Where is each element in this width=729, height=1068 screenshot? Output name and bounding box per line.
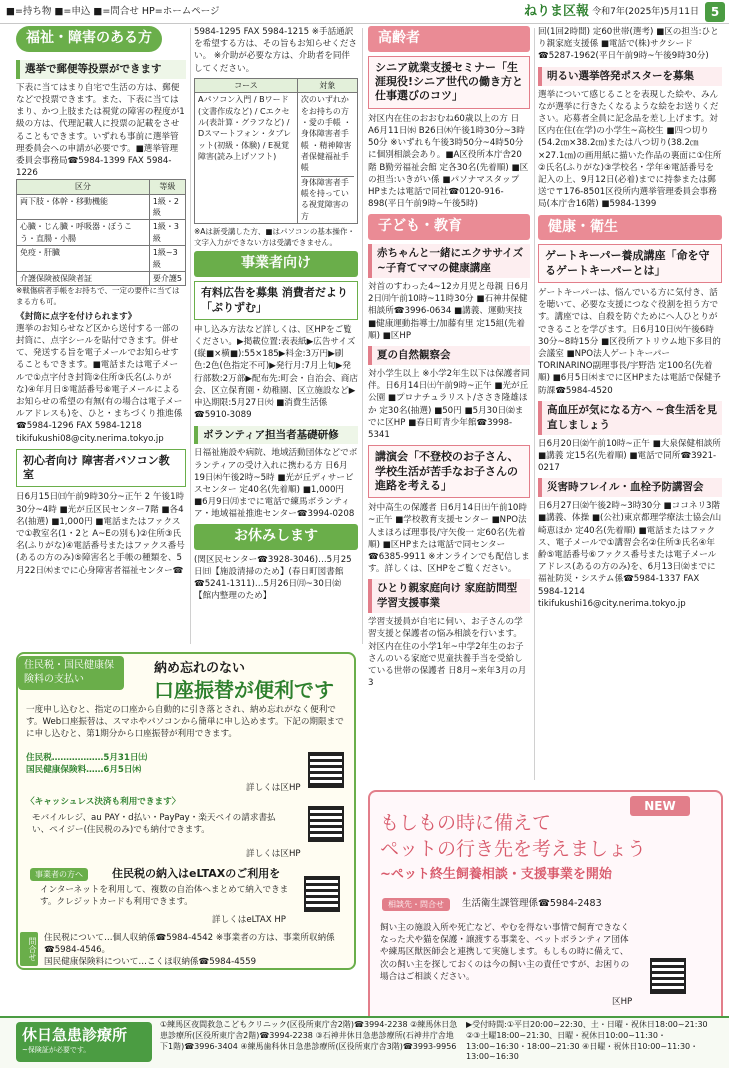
study-support-body: 学習支援員が自宅に伺い、お子さんの学習支援と保護者の悩み相談を行います。対区内在住の小学1年~中学2年生のお子さんのいる家庭で児童扶養手当を受給している世帯の保護者 日8月~来年3月の月3 xyxy=(368,617,527,689)
gatekeeper-body: ゲートキーパーは、悩んでいる方に気付き、話を聴いて、必要な支援につなぐ役割を担う方です。講座では、自殺を防ぐためにへ人ひとりができることを学びます。日6月10日㈫午後6時30分~8時15分 ■区役所アトリウム地下多目的会議室 ■NPO法人ゲートキーパーTORINARINO副理事長/宇野浩 定100名(先着順) ■6月5日㈭までに区HPまたは電話で保健予防課☎5984-4520 xyxy=(538,288,721,396)
ad-body: 申し込み方法など詳しくは、区HPをご覧ください。▶掲載位置:表表紙▶広告サイズ(縦■×横■):55×185▶料金:3万円▶刷色:2色(色指定不可)▶発行月:7月上旬▶発行部数:2万部▶配布先:町会・自治会、商店会、区立保育園・幼稚園、区立施設など▶申込期限:5月27日㈫ ■消費生活係☎5910-3089 xyxy=(194,324,358,421)
column-senior-kids xyxy=(368,26,530,786)
poster-title: 明るい選挙啓発ポスターを募集 xyxy=(538,67,722,86)
inquiry-label: 問合せ xyxy=(20,932,38,966)
pet-body: 飼い主の施設入所や死亡など、やむを得ない事情で飼育できなくなった犬や猫を保護・譲渡する事業を、ペットボランティア団体や練馬区獣医師会と連携して実施します。もしもの時に備えて、次の飼い主を探しておくのは今の飼い主の責任ですが、お困りの場合はご相談ください。 xyxy=(380,923,630,982)
lecture-body: 対中高生の保護者 日6月14日㈯午前10時~正午 ■学校教育支援センター ■NPO法人まほろば理事長/守矢俊一 定60名(先着順) ■区HPまたは電話で同センター☎6385-9911 ※オンラインでも配信します。詳しくは、区HPをご覧ください。 xyxy=(368,503,530,575)
poster-body: 選挙について感じることを表現した絵や、みんなが選挙に行きたくなるような絵をお送りください。応募者全員に記念品を差し上げます。対区内在住(在学)の小学生~高校生 ■四つ切り(54.2㎝×38.2㎝)または八つ切り(38.2㎝×27.1㎝)の画用紙に描いた作品の裏面に①住所②氏名(ふりがな)③学校名・学年④電話番号を記入の上、9月12日(必着)までに持参または郵送で〒176-8501区役所内選挙管理委員会事務局(本庁舎16階) ■5984-1399 xyxy=(538,89,722,210)
section-health: 健康・衛生 xyxy=(538,215,722,241)
section-senior: 高齢者 xyxy=(368,26,530,52)
frailty-title: 災害時フレイル・血栓予防講習会 xyxy=(538,478,722,497)
senior-seminar-title: シニア就業支援セミナー「生涯現役!シニア世代の働き方と仕事選びのコツ」 xyxy=(368,56,530,109)
legend: ■=持ち物 ■=申込 ■=問合せ HP=ホームページ xyxy=(6,6,220,17)
paper-title: ねりま区報 xyxy=(523,4,589,19)
pet-headline-1: もしもの時に備えて xyxy=(380,812,552,834)
nature-body: 対小学生以上 ※小学2年生以下は保護者同伴。日6月14日㈯午前9時~正午 ■光が丘公園 ■プロナチュラリスト/ささき隆雄ほか 定30名(抽選) ■50円 ■5月30日㈮までに区HP ■春日町青少年館☎3998-5341 xyxy=(368,369,530,441)
table-row: 介護保険被保険者証 要介護5 xyxy=(17,271,186,285)
tax-badge: 住民税・国民健康保険料の支払い xyxy=(18,656,124,690)
blood-pressure-body: 日6月20日㈮午前10時~正午 ■大泉保健相談所 ■講義 定15名(先着順) ■電話で同所☎3921-0217 xyxy=(538,438,721,474)
nature-title: 夏の自然観察会 xyxy=(368,346,530,365)
volunteer-title: ボランティア担当者基礎研修 xyxy=(194,426,358,445)
tax-headline-2: 口座振替が便利です xyxy=(154,678,334,702)
pc-class-contact: 5984-1295 FAX 5984-1215 ※手話通訳を希望する方は、その旨もお知らせください。 ※介助が必要な方は、介助者を同伴してください。 xyxy=(194,27,358,74)
tax-body: 一度申し込むと、指定の口座から自動的に引き落とされ、納め忘れがなく便利です。Web口座振替は、スマホやパソコンから簡単に申し込めます。下記の期限までに申し込むと、第1期分から口座振替が利用できます。 xyxy=(26,705,344,740)
table-row: 両下肢・体幹・移動機能 1級・2級 xyxy=(17,194,186,220)
vote-body: 下表に当てはまり自宅で生活の方は、郵便などで投票できます。また、下表に当てはまり、かつ上肢または視覚の障害の程度が1級の方は、代理記載人に投票の記載をさせることもできます。いずれも事前に選挙管理委員会への申請が必要です。■選挙管理委員会事務局☎5984-1399 FAX 5984-1226 xyxy=(16,82,185,179)
exercise-title: 赤ちゃんと一緒にエクササイズ ~子育てママの健康講座 xyxy=(368,244,530,278)
new-badge: NEW xyxy=(630,796,690,816)
closed-body: (関区民センター☎3928-3046)…5月25日㈰【施設清掃のため】(春日町図書館☎5241-1311)…5月26日㈪~30日㈮【館内整理のため】 xyxy=(194,554,352,602)
page-header xyxy=(0,0,729,24)
etax-hp-link[interactable]: 詳しくはeLTAX HP xyxy=(212,915,286,925)
lecture-title: 講演会「不登校のお子さん、学校生活が苦手なお子さんの進路を考える」 xyxy=(368,445,530,498)
pc-class-title: 初心者向け 障害者パソコン教室 xyxy=(16,449,186,488)
qr-code xyxy=(308,806,344,842)
clinic-hours: ▶受付時間:①平日20:00~22:30、土・日曜・祝休日18:00~21:30 ②③土曜18:00~21:30、日曜・祝休日10:00~11:30・13:00~16:30・18:00~21:30 ④日曜・祝休日10:00~11:30・13:00~16:30 xyxy=(466,1020,708,1062)
course-note: ※Aは新受講した方、■はパソコンの基本操作・文字入力ができない方は受講できません。 xyxy=(194,227,355,247)
vote-table: 区分 等級 両下肢・体幹・移動機能 1級・2級 心臓・じん臓・呼吸器・ぼうこう・直腸・小腸 1級・3級 免疫・肝臓 1級~3級 介護保険被保険者証 要介護5 xyxy=(16,179,186,286)
issue-date: 令和7年(2025年)5月11日 xyxy=(592,7,699,17)
qr-code xyxy=(650,958,686,994)
cashless-title: 〈キャッシュレス決済も利用できます〉 xyxy=(26,797,181,807)
study-support-contact: 回(1回2時間) 定60世帯(選考) ■区の担当:ひとり親家庭支援係 ■電話で(株)サクシード☎5287-1962(平日午前9時~午後9時30分) xyxy=(538,27,719,62)
senior-seminar-body: 対区内在住のおおむね60歳以上の方 日A6月11日㈬ B26日㈭午後1時30分~3時50分 ※いずれも午後3時50分~4時50分に個別相談会あり。■A区役所本庁舎20階 B勤労福祉会館 定各30名(先着順) ■区の担当:いきがい係 ■パソナマスタップHPまたは電話で同社☎0120-916-898(平日午前9時~午後5時) xyxy=(368,113,529,210)
study-support-title: ひとり親家庭向け 家庭訪問型学習支援事業 xyxy=(368,579,530,613)
deadline-health-insurance: 国民健康保険料……6月5日㈭ xyxy=(26,765,142,776)
holiday-note: ~保険証が必要です。 xyxy=(22,1046,91,1055)
braille-title: 《封筒に点字を付けられます》 xyxy=(16,311,137,322)
column-welfare xyxy=(16,26,186,650)
inquiry-2: 国民健康保険料について…こくほ収納係☎5984-4559 xyxy=(44,957,257,967)
table-row: Aパソコン入門 / Bワード(文書作成など) / Cエクセル(表計算・グラフなど) / Dスマートフォン・タブレット(初級・体験) / E視覚障害(読み上げソフト) 次のいずれかをお持ちの方 ・愛の手帳 ・身体障害者手帳 ・精神障害者保健福祉手帳 身体障害者手帳を持っている視覚障害の方 xyxy=(195,93,358,224)
tax-headline-1: 納め忘れのない xyxy=(154,661,246,676)
tax-deadlines xyxy=(26,752,226,776)
deadline-resident-tax: 住民税………………5月31日㈯ xyxy=(26,753,148,763)
exercise-body: 対首のすわった4~12カ月児と母親 日6月2日㈪午前10時~11時30分 ■石神井保健相談所☎3996-0634 ■講義、運動実技 ■健康運動指導士/加藤有里 定15組(先着順) ■区HP xyxy=(368,282,529,341)
table-row: 免疫・肝臓 1級~3級 xyxy=(17,246,186,272)
holiday-clinic-title: 休日急患診療所 ~保険証が必要です。 xyxy=(16,1022,152,1062)
pet-headline-2: ペットの行き先を考えましょう xyxy=(380,838,647,860)
volunteer-body: 日福祉施設や病院、地域活動団体などでボランティアの受け入れに携わる方 日6月19日㈭午後2時~5時 ■光が丘ディサービスセンター 定40名(先着順) ■1,000円 ■6月9日㈪までに電話で練馬ボランティア・地域福祉推進センター☎3994-0208 xyxy=(194,448,358,520)
column-health xyxy=(538,26,722,786)
page-number: 5 xyxy=(705,2,725,22)
blood-pressure-title: 高血圧が気になる方へ ~食生活を見直しましょう xyxy=(538,401,722,435)
table-note: ※戦傷病者手帳をお持ちで、一定の要件に当てはまる方も可。 xyxy=(16,286,180,306)
etax-badge: 事業者の方へ xyxy=(30,868,88,881)
frailty-body: 日6月27日㈮午後2時~3時30分 ■ココネリ3階 ■講義、体操 ■(公社)東京都理学療法士協会/山崎恵ほか 定40名(先着順) ■電話またはファクス、電子メールで①講習会名②住所③氏名④年齢⑤電話番号⑥ファクス番号または電子メールアドレス(あるの方のみ)を、6月13日㈮までに福祉防災・システム係☎5984-1337 FAX 5984-1214 tikifukushi16@city.nerima.tokyo.jp xyxy=(538,501,722,609)
section-welfare: 福祉・障害のある方 xyxy=(16,26,162,52)
course-table: コース 対象 Aパソコン入門 / Bワード(文書作成など) / Cエクセル(表計算・グラフなど) / Dスマートフォン・タブレット(初級・体験) / E視覚障害(読み上げソフト) 次のいずれかをお持ちの方 ・愛の手帳 ・身体障害者手帳 ・精神障害者保健福祉手帳 身体障害者手帳を持っている視覚障害の方 xyxy=(194,78,358,224)
pet-subtitle: ~ペット終生飼養相談・支援事業を開始 xyxy=(380,867,612,882)
qr-code xyxy=(308,752,344,788)
cashless-body: モバイルレジ、au PAY・d払い・PayPay・楽天ペイの請求書払い、ペイジー(住民税のみ)でも納付できます。 xyxy=(32,813,276,836)
gatekeeper-title: ゲートキーパー養成講座「命を守るゲートキーパーとは」 xyxy=(538,244,722,283)
table-row: 心臓・じん臓・呼吸器・ぼうこう・直腸・小腸 1級・3級 xyxy=(17,220,186,246)
pet-contact: 生活衛生課管理係☎5984-2483 xyxy=(462,898,602,909)
section-closed: お休みします xyxy=(194,524,358,550)
ad-title: 有料広告を募集 消費者だより「ぷりずむ」 xyxy=(194,281,358,320)
etax-body: インターネットを利用して、複数の自治体へまとめて納入できます。クレジットカードも利用できます。 xyxy=(40,885,289,908)
qr-code xyxy=(304,876,340,912)
etax-title: 住民税の納入はeLTAXのご利用を xyxy=(112,867,281,880)
vote-title: 選挙で郵便等投票ができます xyxy=(16,60,186,79)
column-business xyxy=(194,26,358,650)
section-business: 事業者向け xyxy=(194,251,358,277)
cashless-hp-link[interactable]: 詳しくは区HP xyxy=(246,849,301,859)
pet-hp-link[interactable]: 区HP xyxy=(612,997,633,1007)
braille-body: 選挙のお知らせなど区から送付する一部の封筒に、点字シールを貼付できます。併せて、発送する旨を電子メールでお知らせすることもできます。■電話または電子メールで①点字付き封筒②住所③氏名(ふりがな)④年月日⑤電話番号⑥電子メールによるお知らせの希望の有無(有の場合は電子メールアドレスも)を、ひと・まちづくり推進係☎5984-1296 FAX 5984-1218 tikifukushi08@city.nerima.tokyo.jp xyxy=(16,323,183,444)
pet-contact-label: 相談先・問合せ xyxy=(382,898,450,911)
clinic-list: ①練馬区夜間救急こどもクリニック(区役所東庁舎2階)☎3994-2238 ②練馬休日急患診療所(区役所東庁舎2階)☎3994-2238 ③石神井休日急患診療所(石神井庁舎地下1階)☎3996-3404 ④練馬歯科休日急患診療所(区役所東庁舎3階)☎3993-9956 xyxy=(160,1020,458,1051)
inquiry-1: 住民税について…個人収納係☎5984-4542 ※事業者の方は、事業所収納係☎5984-4546。 xyxy=(44,933,335,956)
tax-hp-link[interactable]: 詳しくは区HP xyxy=(246,783,301,793)
section-kids: 子ども・教育 xyxy=(368,214,530,240)
pc-class-body: 日6月15日㈰午前9時30分~正午 2 午後1時30分~4時 ■光が丘区民センター7階 ■各4名(抽選) ■1,000円 ■電話またはファクスで①教室名(1・2と A~Eの別も)②住所③氏名(ふりがな)④電話番号またはファクス番号(あるの方のみ)⑤障害名と手帳の種類を、5月22日㈭までに心身障害者福祉センター☎ xyxy=(16,492,185,576)
